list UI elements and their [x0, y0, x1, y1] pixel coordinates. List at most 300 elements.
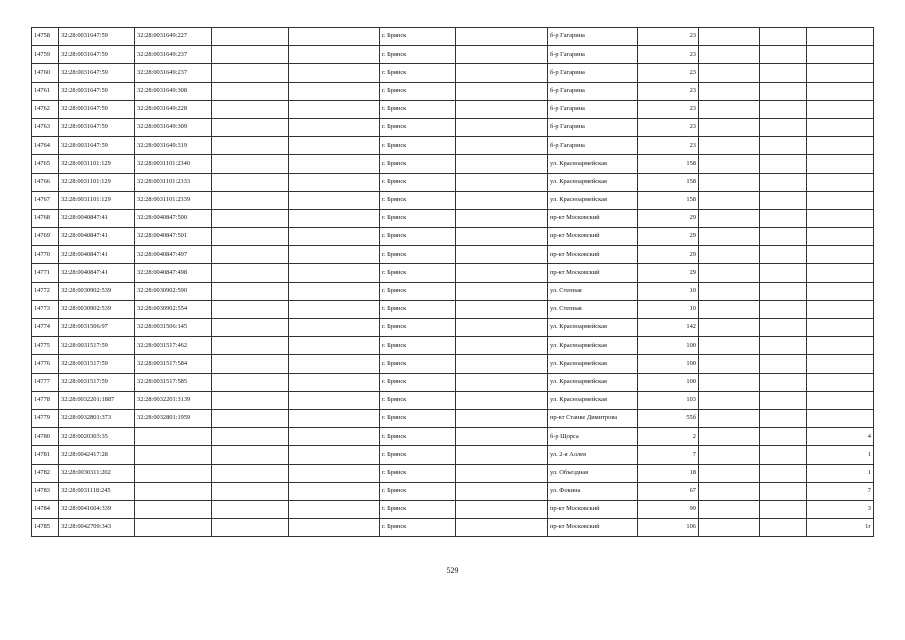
cell-house-number: 158: [638, 191, 699, 209]
table-row: [32, 264, 874, 282]
cell-col-4: [212, 337, 289, 355]
table-row: [32, 191, 874, 209]
cell-city: г. Брянск: [380, 82, 456, 100]
cell-col-11: [760, 519, 807, 537]
cell-street: б-р Гагарина: [548, 82, 638, 100]
cell-cadastral-number: 32:28:0031647:59: [59, 28, 135, 46]
cell-col-10: [699, 355, 760, 373]
cell-row-number: 14779: [32, 409, 59, 427]
cell-row-number: 14768: [32, 209, 59, 227]
cell-col-5: [289, 300, 380, 318]
cell-house-number: 100: [638, 337, 699, 355]
cell-row-number: 14765: [32, 155, 59, 173]
cell-col-5: [289, 100, 380, 118]
cell-apartment: [807, 209, 874, 227]
cell-col-10: [699, 337, 760, 355]
cell-street: б-р Щорса: [548, 428, 638, 446]
cell-col-5: [289, 264, 380, 282]
cell-col-11: [760, 391, 807, 409]
cell-cadastral-number: 32:28:0040847:41: [59, 209, 135, 227]
cell-street: ул. Объездная: [548, 464, 638, 482]
cell-house-number: 23: [638, 137, 699, 155]
cell-row-number: 14773: [32, 300, 59, 318]
cell-house-number: 55б: [638, 409, 699, 427]
cell-house-number: 67: [638, 482, 699, 500]
cell-cadastral-number: 32:28:0031517:59: [59, 337, 135, 355]
cell-apartment: [807, 391, 874, 409]
cell-col-5: [289, 155, 380, 173]
cell-house-number: 29: [638, 264, 699, 282]
cell-col-4: [212, 355, 289, 373]
table-row: [32, 446, 874, 464]
cell-street: ул. Красноармейская: [548, 173, 638, 191]
cell-object-number: 32:28:0031649:227: [135, 28, 212, 46]
cell-col-4: [212, 228, 289, 246]
table-row: [32, 209, 874, 227]
cell-house-number: 106: [638, 519, 699, 537]
cell-row-number: 14760: [32, 64, 59, 82]
cell-col-10: [699, 464, 760, 482]
cell-col-11: [760, 137, 807, 155]
cell-apartment: [807, 118, 874, 136]
cell-col-11: [760, 118, 807, 136]
table-row: [32, 482, 874, 500]
cell-street: б-р Гагарина: [548, 100, 638, 118]
cell-house-number: 2: [638, 428, 699, 446]
cell-apartment: [807, 355, 874, 373]
cell-col-10: [699, 137, 760, 155]
cell-col-10: [699, 264, 760, 282]
cell-col-4: [212, 300, 289, 318]
table-row: [32, 82, 874, 100]
table-row: [32, 155, 874, 173]
cell-apartment: 1: [807, 446, 874, 464]
cell-col-11: [760, 264, 807, 282]
cell-city: г. Брянск: [380, 373, 456, 391]
cell-city: г. Брянск: [380, 519, 456, 537]
cell-col-4: [212, 391, 289, 409]
cell-col-5: [289, 173, 380, 191]
cell-object-number: 32:28:0031517:585: [135, 373, 212, 391]
cell-col-7: [456, 228, 548, 246]
cell-col-4: [212, 155, 289, 173]
cell-row-number: 14776: [32, 355, 59, 373]
cell-city: г. Брянск: [380, 118, 456, 136]
cell-object-number: [135, 500, 212, 518]
cell-col-5: [289, 46, 380, 64]
cell-house-number: 158: [638, 155, 699, 173]
cell-city: г. Брянск: [380, 391, 456, 409]
cell-col-5: [289, 391, 380, 409]
cell-row-number: 14774: [32, 319, 59, 337]
cell-object-number: 32:28:0040847:500: [135, 209, 212, 227]
cell-house-number: 158: [638, 173, 699, 191]
cell-city: г. Брянск: [380, 64, 456, 82]
cell-object-number: 32:28:0031649:228: [135, 100, 212, 118]
cell-street: пр-кт Московский: [548, 228, 638, 246]
cell-house-number: 142: [638, 319, 699, 337]
cell-col-10: [699, 191, 760, 209]
cell-col-7: [456, 137, 548, 155]
cell-col-7: [456, 373, 548, 391]
cell-object-number: 32:28:0031649:237: [135, 64, 212, 82]
cell-col-7: [456, 446, 548, 464]
cell-col-10: [699, 28, 760, 46]
cell-col-11: [760, 337, 807, 355]
cell-object-number: 32:28:0040847:498: [135, 264, 212, 282]
cell-house-number: 23: [638, 28, 699, 46]
table-row: [32, 300, 874, 318]
cell-cadastral-number: 32:28:0030311:202: [59, 464, 135, 482]
cell-city: г. Брянск: [380, 228, 456, 246]
cell-house-number: 23: [638, 100, 699, 118]
cell-object-number: [135, 428, 212, 446]
table-row: [32, 519, 874, 537]
cell-apartment: [807, 264, 874, 282]
cell-col-7: [456, 319, 548, 337]
cell-row-number: 14759: [32, 46, 59, 64]
cell-col-5: [289, 246, 380, 264]
cell-house-number: 103: [638, 391, 699, 409]
cell-city: г. Брянск: [380, 137, 456, 155]
cell-street: пр-кт Московский: [548, 209, 638, 227]
cell-city: г. Брянск: [380, 28, 456, 46]
cell-apartment: [807, 228, 874, 246]
cell-apartment: [807, 300, 874, 318]
table-row: [32, 173, 874, 191]
cell-object-number: 32:28:0031649:309: [135, 118, 212, 136]
table-row: [32, 319, 874, 337]
table-row: [32, 500, 874, 518]
cell-object-number: 32:28:0031101:2333: [135, 173, 212, 191]
cell-cadastral-number: 32:28:0041604:339: [59, 500, 135, 518]
cell-col-5: [289, 228, 380, 246]
cell-apartment: 4: [807, 428, 874, 446]
cell-col-7: [456, 191, 548, 209]
cell-cadastral-number: 32:28:0040847:41: [59, 228, 135, 246]
table-row: [32, 46, 874, 64]
cell-col-4: [212, 500, 289, 518]
data-table: [31, 27, 874, 537]
cell-street: пр-кт Московский: [548, 500, 638, 518]
cell-row-number: 14781: [32, 446, 59, 464]
cell-col-5: [289, 337, 380, 355]
cell-street: б-р Гагарина: [548, 118, 638, 136]
cell-house-number: 23: [638, 82, 699, 100]
cell-apartment: 1: [807, 464, 874, 482]
cell-col-4: [212, 82, 289, 100]
cell-cadastral-number: 32:28:0031118:245: [59, 482, 135, 500]
cell-col-7: [456, 64, 548, 82]
cell-col-4: [212, 118, 289, 136]
cell-house-number: 23: [638, 64, 699, 82]
table-row: [32, 428, 874, 446]
cell-col-4: [212, 409, 289, 427]
cell-col-4: [212, 446, 289, 464]
cell-col-5: [289, 373, 380, 391]
cell-house-number: 29: [638, 228, 699, 246]
table-row: [32, 464, 874, 482]
cell-col-10: [699, 173, 760, 191]
cell-col-7: [456, 100, 548, 118]
table-row: [32, 355, 874, 373]
cell-col-5: [289, 319, 380, 337]
cell-col-11: [760, 173, 807, 191]
cell-col-5: [289, 191, 380, 209]
cell-apartment: [807, 173, 874, 191]
cell-col-4: [212, 519, 289, 537]
cell-col-7: [456, 246, 548, 264]
cell-col-11: [760, 46, 807, 64]
table-row: [32, 373, 874, 391]
cell-row-number: 14771: [32, 264, 59, 282]
cell-house-number: 29: [638, 246, 699, 264]
cell-street: пр-кт Московский: [548, 264, 638, 282]
table-row: [32, 282, 874, 300]
cell-col-4: [212, 282, 289, 300]
cell-row-number: 14772: [32, 282, 59, 300]
cell-house-number: 10: [638, 282, 699, 300]
table-row: [32, 246, 874, 264]
cell-col-5: [289, 519, 380, 537]
cell-cadastral-number: 32:28:0031101:129: [59, 173, 135, 191]
cell-apartment: [807, 409, 874, 427]
cell-row-number: 14761: [32, 82, 59, 100]
cell-col-7: [456, 28, 548, 46]
cell-col-11: [760, 64, 807, 82]
cell-apartment: [807, 46, 874, 64]
cell-city: г. Брянск: [380, 355, 456, 373]
cell-col-4: [212, 100, 289, 118]
cell-object-number: 32:28:0040847:497: [135, 246, 212, 264]
cell-row-number: 14778: [32, 391, 59, 409]
cell-street: ул. Красноармейская: [548, 373, 638, 391]
cell-object-number: 32:28:0031506:145: [135, 319, 212, 337]
cell-col-4: [212, 137, 289, 155]
table-row: [32, 391, 874, 409]
cell-street: б-р Гагарина: [548, 28, 638, 46]
cell-row-number: 14784: [32, 500, 59, 518]
cell-col-5: [289, 209, 380, 227]
cell-col-11: [760, 355, 807, 373]
cell-house-number: 23: [638, 46, 699, 64]
cell-object-number: 32:28:0030902:554: [135, 300, 212, 318]
table-row: [32, 100, 874, 118]
cell-col-10: [699, 100, 760, 118]
cell-object-number: 32:28:0040847:501: [135, 228, 212, 246]
cell-col-10: [699, 373, 760, 391]
cell-cadastral-number: 32:28:0031101:129: [59, 191, 135, 209]
cell-col-7: [456, 264, 548, 282]
cell-col-4: [212, 191, 289, 209]
cell-col-7: [456, 155, 548, 173]
cell-apartment: 7: [807, 482, 874, 500]
cell-cadastral-number: 32:28:0042417:28: [59, 446, 135, 464]
cell-city: г. Брянск: [380, 428, 456, 446]
cell-house-number: 100: [638, 373, 699, 391]
page-number: 529: [446, 566, 459, 575]
cell-col-10: [699, 519, 760, 537]
cell-city: г. Брянск: [380, 446, 456, 464]
cell-street: ул. 2-я Аллея: [548, 446, 638, 464]
cell-row-number: 14782: [32, 464, 59, 482]
cell-city: г. Брянск: [380, 191, 456, 209]
cell-col-11: [760, 28, 807, 46]
cell-col-4: [212, 209, 289, 227]
cell-col-10: [699, 482, 760, 500]
cell-street: ул. Фокина: [548, 482, 638, 500]
cell-col-10: [699, 64, 760, 82]
cell-col-11: [760, 100, 807, 118]
cell-street: пр-кт Московский: [548, 519, 638, 537]
cell-object-number: 32:28:0031649:308: [135, 82, 212, 100]
cell-cadastral-number: 32:28:0031647:59: [59, 118, 135, 136]
cell-col-10: [699, 500, 760, 518]
cell-row-number: 14758: [32, 28, 59, 46]
cell-apartment: [807, 191, 874, 209]
cell-city: г. Брянск: [380, 300, 456, 318]
cell-row-number: 14783: [32, 482, 59, 500]
cell-col-11: [760, 428, 807, 446]
cell-cadastral-number: 32:28:0042709:343: [59, 519, 135, 537]
cell-row-number: 14763: [32, 118, 59, 136]
cell-street: б-р Гагарина: [548, 64, 638, 82]
cell-street: ул. Красноармейская: [548, 337, 638, 355]
cell-cadastral-number: 32:28:0030902:539: [59, 282, 135, 300]
cell-col-7: [456, 173, 548, 191]
cell-house-number: 18: [638, 464, 699, 482]
cell-col-10: [699, 282, 760, 300]
cell-apartment: [807, 137, 874, 155]
cell-city: г. Брянск: [380, 209, 456, 227]
cell-col-7: [456, 300, 548, 318]
cell-apartment: [807, 319, 874, 337]
cell-col-7: [456, 482, 548, 500]
cell-col-4: [212, 246, 289, 264]
cell-house-number: 10: [638, 300, 699, 318]
cell-col-7: [456, 391, 548, 409]
cell-col-11: [760, 228, 807, 246]
cell-col-11: [760, 500, 807, 518]
cell-object-number: 32:28:0031517:584: [135, 355, 212, 373]
cell-col-11: [760, 409, 807, 427]
cell-street: ул. Степная: [548, 282, 638, 300]
cell-row-number: 14764: [32, 137, 59, 155]
cell-col-11: [760, 482, 807, 500]
cell-col-11: [760, 319, 807, 337]
cell-city: г. Брянск: [380, 282, 456, 300]
cell-city: г. Брянск: [380, 246, 456, 264]
cell-cadastral-number: 32:28:0031517:59: [59, 373, 135, 391]
cell-house-number: 23: [638, 118, 699, 136]
cell-object-number: 32:28:0031517:462: [135, 337, 212, 355]
cell-col-10: [699, 118, 760, 136]
cell-col-4: [212, 428, 289, 446]
table-row: [32, 137, 874, 155]
table-row: [32, 28, 874, 46]
cell-col-7: [456, 118, 548, 136]
cell-col-11: [760, 373, 807, 391]
cell-city: г. Брянск: [380, 46, 456, 64]
cell-cadastral-number: 32:28:0020303:35: [59, 428, 135, 446]
cell-col-5: [289, 82, 380, 100]
cell-street: пр-кт Московский: [548, 246, 638, 264]
cell-object-number: 32:28:0031649:237: [135, 46, 212, 64]
cell-city: г. Брянск: [380, 100, 456, 118]
cell-house-number: 29: [638, 209, 699, 227]
cell-col-11: [760, 155, 807, 173]
cell-col-11: [760, 282, 807, 300]
cell-col-10: [699, 246, 760, 264]
cell-city: г. Брянск: [380, 264, 456, 282]
cell-cadastral-number: 32:28:0032201:1887: [59, 391, 135, 409]
cell-col-10: [699, 319, 760, 337]
cell-col-7: [456, 46, 548, 64]
cell-col-10: [699, 391, 760, 409]
cell-col-11: [760, 300, 807, 318]
cell-col-7: [456, 500, 548, 518]
cell-city: г. Брянск: [380, 464, 456, 482]
cell-col-4: [212, 64, 289, 82]
cell-apartment: [807, 246, 874, 264]
cell-apartment: [807, 337, 874, 355]
cell-col-4: [212, 464, 289, 482]
cell-col-5: [289, 428, 380, 446]
cell-col-7: [456, 82, 548, 100]
cell-col-10: [699, 228, 760, 246]
cell-col-7: [456, 519, 548, 537]
cell-cadastral-number: 32:28:0032801:373: [59, 409, 135, 427]
cell-col-10: [699, 446, 760, 464]
cell-street: пр-кт Станке Димитрова: [548, 409, 638, 427]
cell-row-number: 14767: [32, 191, 59, 209]
cell-col-4: [212, 373, 289, 391]
cell-street: б-р Гагарина: [548, 46, 638, 64]
cell-col-4: [212, 319, 289, 337]
cell-col-5: [289, 137, 380, 155]
cell-col-5: [289, 118, 380, 136]
cell-col-7: [456, 337, 548, 355]
cell-house-number: 100: [638, 355, 699, 373]
cell-apartment: 3: [807, 500, 874, 518]
cell-cadastral-number: 32:28:0031647:59: [59, 137, 135, 155]
cell-col-4: [212, 264, 289, 282]
cell-cadastral-number: 32:28:0031506:97: [59, 319, 135, 337]
cell-street: ул. Красноармейская: [548, 355, 638, 373]
cell-street: ул. Красноармейская: [548, 191, 638, 209]
cell-apartment: [807, 282, 874, 300]
cell-col-10: [699, 209, 760, 227]
cell-col-5: [289, 64, 380, 82]
cell-col-7: [456, 428, 548, 446]
cell-apartment: [807, 155, 874, 173]
cell-city: г. Брянск: [380, 337, 456, 355]
cell-row-number: 14775: [32, 337, 59, 355]
cell-street: ул. Степная: [548, 300, 638, 318]
cell-col-11: [760, 82, 807, 100]
cell-object-number: [135, 446, 212, 464]
cell-apartment: 1г: [807, 519, 874, 537]
cell-street: б-р Гагарина: [548, 137, 638, 155]
cell-col-10: [699, 428, 760, 446]
cell-col-5: [289, 482, 380, 500]
cell-cadastral-number: 32:28:0030902:539: [59, 300, 135, 318]
cell-row-number: 14769: [32, 228, 59, 246]
cell-object-number: 32:28:0031101:2339: [135, 191, 212, 209]
cell-city: г. Брянск: [380, 500, 456, 518]
cell-col-5: [289, 464, 380, 482]
cell-col-11: [760, 209, 807, 227]
